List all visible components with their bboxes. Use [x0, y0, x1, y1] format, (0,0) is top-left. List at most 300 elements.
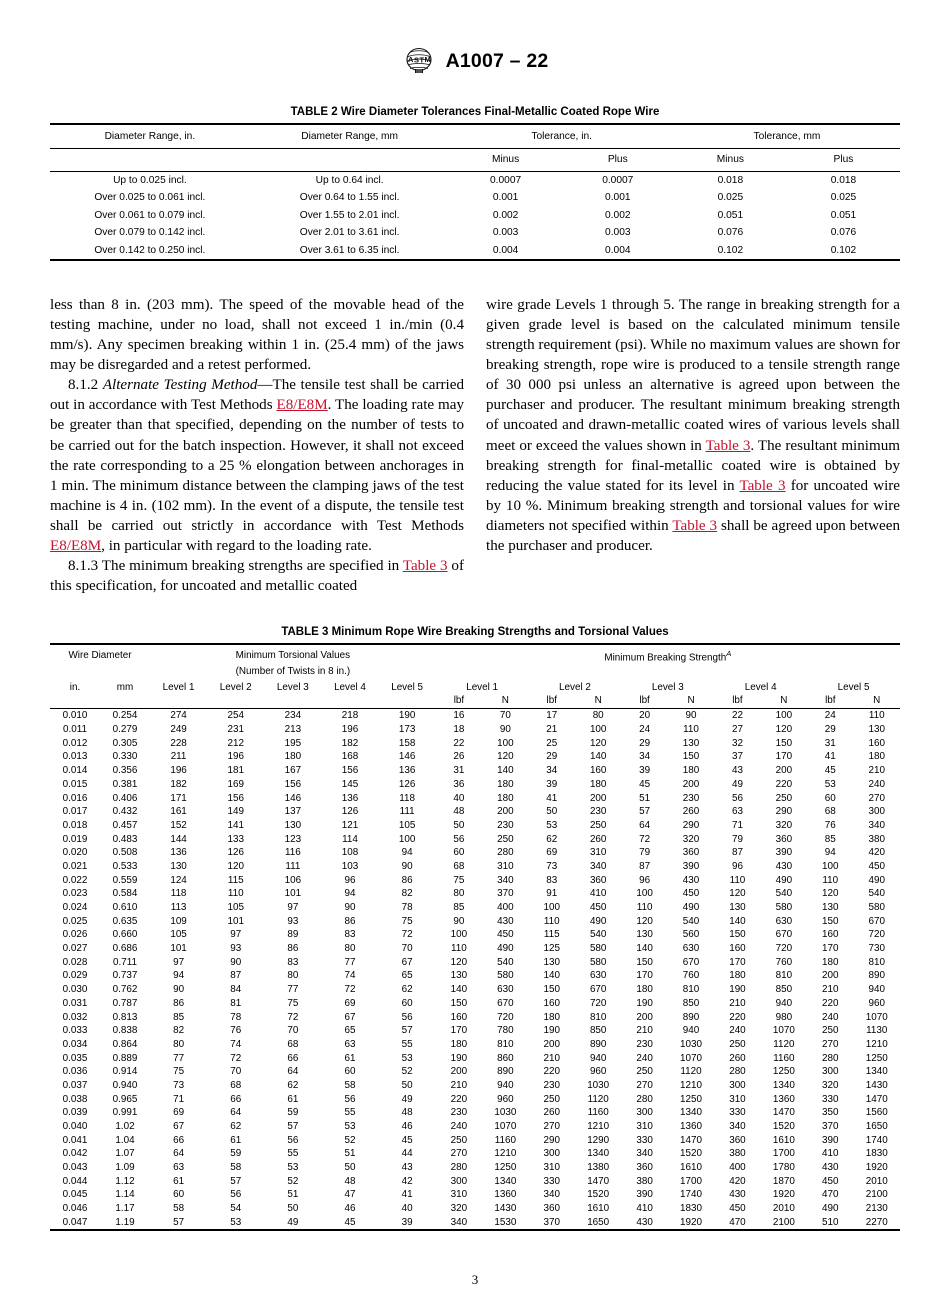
table-cell: 280 — [450, 1162, 468, 1174]
table-cell: 58 — [230, 1162, 242, 1174]
table-cell: 55 — [344, 1107, 356, 1119]
table-cell: 220 — [729, 1011, 746, 1023]
table-cell: 0.813 — [112, 1011, 138, 1023]
table-cell: 340 — [589, 860, 607, 872]
table-cell: 32 — [731, 737, 743, 749]
table-cell: 1340 — [587, 1148, 610, 1160]
table-cell: 1340 — [772, 1079, 795, 1091]
table-cell: 150 — [450, 997, 468, 1009]
table-cell: 240 — [450, 1121, 468, 1133]
clause-number-8-1-2: 8.1.2 — [68, 377, 99, 394]
table-cell: 560 — [682, 929, 700, 941]
th-blank-1 — [50, 149, 250, 172]
table-cell: 100 — [543, 902, 560, 914]
table-cell: 270 — [543, 1121, 560, 1133]
table-cell: 56 — [230, 1189, 242, 1201]
table-cell: 670 — [868, 915, 885, 927]
table-cell: 140 — [589, 751, 607, 763]
table-row — [50, 873, 900, 887]
table-cell: 115 — [543, 929, 560, 941]
table-cell: 120 — [497, 751, 514, 763]
table-cell: 81 — [230, 997, 242, 1009]
table-cell: 66 — [287, 1052, 299, 1064]
table-cell: 234 — [284, 710, 302, 722]
table-cell: 850 — [682, 997, 700, 1009]
table-cell: 0.029 — [62, 970, 88, 982]
link-table-3-left[interactable]: Table 3 — [402, 558, 448, 575]
table-cell: 0.034 — [62, 1038, 88, 1050]
table-cell: 60 — [824, 792, 836, 804]
document-page — [0, 38, 950, 1310]
table-cell: 180 — [284, 751, 302, 763]
table-cell: 126 — [398, 778, 416, 790]
table-cell: 760 — [775, 956, 793, 968]
table-2-body — [50, 172, 900, 260]
table-cell: 0.032 — [62, 1011, 88, 1023]
table-cell: 1530 — [494, 1216, 517, 1228]
table-cell: 67 — [344, 1011, 356, 1023]
clause-8-1-3-text-2: of this specification, for uncoated and metallic coated — [50, 558, 464, 595]
table-cell: 0.483 — [112, 833, 138, 845]
table-cell: 310 — [589, 847, 607, 859]
table-cell: 144 — [170, 833, 187, 845]
table-cell: 230 — [497, 819, 514, 831]
table-cell: 97 — [173, 956, 185, 968]
table-cell: 940 — [497, 1079, 514, 1091]
table-cell: 630 — [589, 970, 607, 982]
table-cell: 470 — [729, 1216, 746, 1228]
table-cell: 62 — [546, 833, 558, 845]
table-cell: 1700 — [680, 1175, 702, 1187]
table-cell: 46 — [401, 1121, 413, 1133]
th-unit-lbf: lbf — [825, 694, 836, 706]
table-cell: 100 — [636, 888, 653, 900]
th-unit-lbf: lbf — [453, 694, 465, 706]
table-row — [50, 1216, 900, 1231]
table-cell: 0.762 — [112, 984, 138, 996]
table-3-block — [50, 626, 900, 1231]
table-cell: 1430 — [494, 1203, 517, 1215]
table-cell: 580 — [868, 902, 885, 914]
table-cell: 82 — [401, 888, 413, 900]
table-cell: 43 — [731, 765, 743, 777]
th-unit-lbf: lbf — [546, 694, 557, 706]
table-2-block — [50, 106, 900, 261]
table-cell: 228 — [170, 737, 187, 749]
table-cell: 53 — [824, 778, 836, 790]
table-cell: 0.036 — [62, 1066, 88, 1078]
table-cell: 43 — [401, 1162, 413, 1174]
table-cell: 340 — [636, 1148, 653, 1160]
right-text-2: . The resultant minimum breaking strength for final-metallic coated wire is obtained by reducing the value stated for its level in — [486, 437, 901, 494]
table-cell: Over 0.64 to 1.55 incl. — [299, 192, 400, 204]
th-breaking-level-2: Level 2 — [559, 681, 591, 693]
table-cell: 65 — [344, 1025, 356, 1037]
table-cell: 51 — [344, 1148, 356, 1160]
table-cell: 0.024 — [62, 902, 88, 914]
table-cell: 320 — [682, 833, 700, 845]
table-cell: 580 — [589, 943, 607, 955]
link-table-3-right-1[interactable]: Table 3 — [705, 437, 751, 454]
table-cell: 200 — [636, 1011, 653, 1023]
table-cell: 1830 — [865, 1148, 888, 1160]
table-cell: 330 — [543, 1175, 560, 1187]
table-cell: 75 — [453, 874, 465, 886]
table-cell: 220 — [543, 1066, 560, 1078]
table-cell: 50 — [287, 1203, 299, 1215]
table-cell: 890 — [497, 1066, 514, 1078]
table-cell: 1030 — [587, 1079, 610, 1091]
table-3-head — [50, 644, 900, 708]
table-cell: 160 — [868, 737, 885, 749]
table-cell: 45 — [639, 778, 651, 790]
table-cell: 210 — [822, 984, 839, 996]
table-cell: 370 — [822, 1121, 839, 1133]
table-cell: 0.102 — [717, 244, 744, 256]
table-cell: 170 — [822, 943, 839, 955]
table-3-group-row-2 — [50, 665, 900, 679]
table-cell: 340 — [729, 1121, 746, 1133]
table-cell: 760 — [682, 970, 700, 982]
table-row — [50, 969, 900, 983]
table-cell: 156 — [284, 778, 302, 790]
table-cell: 80 — [287, 970, 299, 982]
table-cell: 630 — [682, 943, 700, 955]
table-cell: 110 — [543, 915, 560, 927]
table-cell: 430 — [497, 915, 514, 927]
table-cell: 60 — [173, 1189, 185, 1201]
table-cell: 670 — [775, 929, 793, 941]
table-cell: 420 — [729, 1175, 746, 1187]
paragraph-continued-right — [486, 295, 900, 556]
table-cell: 330 — [729, 1107, 746, 1119]
table-2-group-header-row — [50, 124, 900, 149]
table-2-head — [50, 124, 900, 172]
table-cell: 400 — [729, 1162, 746, 1174]
table-cell: 58 — [173, 1203, 185, 1215]
table-cell: 87 — [639, 860, 651, 872]
table-cell: 94 — [173, 970, 185, 982]
table-cell: 1210 — [865, 1038, 888, 1050]
th-unit-spacer-2 — [100, 694, 150, 709]
table-cell: 810 — [682, 984, 700, 996]
th-breaking-level-4: Level 4 — [744, 681, 777, 693]
table-cell: 670 — [589, 984, 607, 996]
table-cell: 59 — [230, 1148, 242, 1160]
table-cell: 63 — [731, 806, 743, 818]
table-cell: 17 — [546, 710, 558, 722]
table-row — [50, 1174, 900, 1188]
table-cell: 0.041 — [62, 1134, 88, 1146]
table-cell: 57 — [401, 1025, 413, 1037]
table-cell: 0.017 — [62, 806, 88, 818]
table-cell: 280 — [497, 847, 514, 859]
table-cell: 0.051 — [717, 209, 744, 221]
table-cell: 101 — [284, 888, 302, 900]
table-cell: 250 — [822, 1025, 839, 1037]
th-unit-n: N — [594, 694, 602, 706]
table-cell: 1250 — [494, 1162, 517, 1174]
table-cell: 450 — [497, 929, 514, 941]
table-cell: 720 — [589, 997, 607, 1009]
table-cell: 0.001 — [492, 192, 519, 204]
table-cell: 0.025 — [830, 192, 857, 204]
table-cell: 48 — [344, 1175, 356, 1187]
table-cell: 25 — [546, 737, 558, 749]
table-cell: 22 — [453, 737, 465, 749]
table-cell: 1210 — [587, 1121, 610, 1133]
table-cell: 86 — [344, 915, 356, 927]
table-cell: 196 — [341, 724, 359, 736]
table-cell: 40 — [453, 792, 465, 804]
table-cell: 0.037 — [62, 1079, 88, 1091]
table-cell: 0.027 — [62, 943, 88, 955]
table-cell: 0.047 — [62, 1216, 88, 1228]
table-cell: 540 — [497, 956, 514, 968]
table-cell: 48 — [401, 1107, 413, 1119]
table-cell: 76 — [230, 1025, 242, 1037]
table-cell: 100 — [398, 833, 416, 845]
table-cell: 180 — [636, 984, 653, 996]
table-cell: 106 — [284, 874, 302, 886]
table-cell: 53 — [546, 819, 558, 831]
table-cell: 200 — [497, 806, 514, 818]
table-cell: 22 — [731, 710, 743, 722]
table-cell: 86 — [173, 997, 185, 1009]
table-cell: 47 — [344, 1189, 356, 1201]
table-cell: 111 — [285, 860, 301, 872]
table-cell: 310 — [729, 1093, 746, 1105]
table-cell: 810 — [868, 956, 885, 968]
svg-text:M: M — [424, 55, 431, 64]
table-cell: 100 — [497, 737, 514, 749]
table-cell: 72 — [401, 929, 413, 941]
table-cell: 76 — [824, 819, 836, 831]
table-cell: 780 — [497, 1025, 514, 1037]
em-dash-1: — — [257, 377, 273, 394]
table-row — [50, 887, 900, 901]
table-cell: 540 — [682, 915, 700, 927]
table-cell: 212 — [227, 737, 244, 749]
table-cell: 79 — [639, 847, 651, 859]
table-cell: 320 — [822, 1079, 839, 1091]
table-cell: 146 — [284, 792, 302, 804]
table-cell: 0.003 — [605, 227, 631, 239]
table-cell: 1470 — [587, 1175, 610, 1187]
table-cell: 31 — [824, 737, 836, 749]
paragraph-8-1-3 — [50, 556, 464, 596]
table-cell: 0.686 — [112, 943, 138, 955]
table-cell: 115 — [227, 874, 244, 886]
table-cell: 110 — [868, 710, 885, 722]
table-cell: Over 0.142 to 0.250 incl. — [94, 244, 206, 256]
table-cell: 108 — [341, 847, 359, 859]
th-blank-2 — [250, 149, 450, 172]
table-cell: 180 — [589, 778, 607, 790]
table-cell: 180 — [822, 956, 839, 968]
table-cell: 360 — [589, 874, 607, 886]
table-cell: 0.031 — [62, 997, 88, 1009]
clause-8-1-2-text-1: The tensile test shall be carried out in accordance with Test Methods — [50, 377, 464, 414]
th-breaking-level-1: Level 1 — [466, 681, 499, 693]
table-cell: 39 — [401, 1216, 413, 1228]
table-cell: 105 — [227, 902, 244, 914]
table-cell: 1560 — [865, 1107, 888, 1119]
table-cell: 49 — [401, 1093, 413, 1105]
th-spacer-1 — [50, 665, 150, 679]
table-cell: 150 — [775, 737, 793, 749]
table-cell: 130 — [284, 819, 302, 831]
table-cell: 70 — [287, 1025, 299, 1037]
standard-designation: A1007 – 22 — [445, 49, 549, 72]
table-cell: 26 — [453, 751, 465, 763]
th-breaking-level-3: Level 3 — [651, 681, 684, 693]
table-cell: 170 — [775, 751, 793, 763]
table-cell: 960 — [589, 1066, 607, 1078]
table-cell: 160 — [543, 997, 560, 1009]
table-cell: 2130 — [865, 1203, 888, 1215]
table-cell: 0.019 — [62, 833, 88, 845]
table-cell: 940 — [775, 997, 793, 1009]
table-row — [50, 1133, 900, 1147]
table-cell: 1650 — [865, 1121, 888, 1133]
table-cell: 890 — [682, 1011, 700, 1023]
table-cell: 90 — [173, 984, 185, 996]
table-cell: 230 — [636, 1038, 653, 1050]
table-cell: 126 — [341, 806, 359, 818]
table-cell: 66 — [230, 1093, 242, 1105]
right-text-4: shall be agreed upon between the purchaser and producer. — [486, 517, 900, 554]
table-3-caption: TABLE 3 Minimum Rope Wire Breaking Strengths and Torsional Values — [281, 626, 669, 639]
table-cell: 0.033 — [62, 1025, 88, 1037]
table-cell: 71 — [173, 1093, 185, 1105]
table-row — [50, 1188, 900, 1202]
table-cell: 79 — [731, 833, 743, 845]
table-cell: 125 — [543, 943, 560, 955]
table-cell: 360 — [543, 1203, 560, 1215]
table-cell: 90 — [499, 724, 511, 736]
table-cell: 1360 — [772, 1093, 795, 1105]
table-cell: 490 — [589, 915, 607, 927]
table-cell: 63 — [344, 1038, 356, 1050]
table-cell: 120 — [636, 915, 653, 927]
table-cell: 55 — [287, 1148, 299, 1160]
table-cell: 65 — [401, 970, 413, 982]
table-cell: 130 — [868, 724, 885, 736]
table-cell: 1920 — [680, 1216, 702, 1228]
table-cell: 180 — [543, 1011, 560, 1023]
table-cell: 171 — [170, 792, 187, 804]
footnote-ref-a: A — [726, 649, 732, 659]
table-cell: 1030 — [494, 1107, 517, 1119]
th-breaking-level-5: Level 5 — [837, 681, 870, 693]
table-cell: 280 — [636, 1093, 653, 1105]
table-cell: 270 — [868, 792, 885, 804]
table-cell: 55 — [401, 1038, 413, 1050]
table-cell: 57 — [287, 1121, 299, 1133]
link-e8-e8m-2[interactable]: E8/E8M — [50, 538, 102, 554]
th-spacer-2 — [436, 665, 900, 679]
table-cell: 1360 — [680, 1121, 702, 1133]
link-e8-e8m-1[interactable]: E8/E8M — [276, 397, 328, 414]
table-cell: 72 — [230, 1052, 242, 1064]
table-cell: 890 — [589, 1038, 607, 1050]
table-cell: 103 — [341, 860, 359, 872]
table-cell: 340 — [868, 819, 885, 831]
table-cell: 77 — [344, 956, 356, 968]
table-cell: 240 — [636, 1052, 653, 1064]
th-unit-spacer-5 — [264, 694, 321, 709]
table-row — [50, 860, 900, 874]
table-row — [50, 172, 900, 190]
table-cell: 180 — [682, 765, 700, 777]
table-cell: 130 — [822, 902, 839, 914]
table-cell: 2010 — [865, 1175, 888, 1187]
table-cell: 18 — [453, 724, 465, 736]
table-cell: 69 — [173, 1107, 185, 1119]
table-cell: 940 — [589, 1052, 607, 1064]
th-breaking-strength-label: Minimum Breaking Strength — [604, 652, 727, 664]
table-cell: 1340 — [494, 1175, 517, 1187]
table-2-caption: TABLE 2 Wire Diameter Tolerances Final-Metallic Coated Rope Wire — [290, 106, 660, 118]
th-tol-in-plus: Plus — [607, 153, 628, 165]
table-cell: 0.012 — [62, 737, 88, 749]
table-cell: 64 — [173, 1148, 185, 1160]
table-cell: 140 — [497, 765, 514, 777]
table-cell: 1130 — [866, 1025, 888, 1037]
table-cell: 310 — [543, 1162, 560, 1174]
table-cell: 57 — [639, 806, 651, 818]
table-cell: 1470 — [680, 1134, 702, 1146]
link-table-3-right-3[interactable]: Table 3 — [672, 517, 718, 534]
table-cell: 170 — [636, 970, 653, 982]
link-table-3-right-2[interactable]: Table 3 — [739, 477, 786, 494]
clause-title-alternate-testing-method: Alternate Testing Method — [102, 377, 258, 394]
page-number: 3 — [471, 1272, 479, 1287]
table-cell: 300 — [729, 1079, 746, 1091]
table-cell: 720 — [868, 929, 885, 941]
table-cell: 80 — [173, 1038, 185, 1050]
table-row — [50, 1065, 900, 1079]
table-cell: 2010 — [772, 1203, 795, 1215]
table-cell: 540 — [589, 929, 607, 941]
table-cell: 56 — [731, 792, 743, 804]
table-cell: 720 — [497, 1011, 514, 1023]
table-cell: 120 — [775, 724, 793, 736]
table-cell: 340 — [450, 1216, 468, 1228]
table-cell: 210 — [868, 765, 885, 777]
table-cell: 300 — [822, 1066, 839, 1078]
table-cell: 1250 — [680, 1093, 702, 1105]
table-cell: 170 — [450, 1025, 468, 1037]
table-cell: 0.381 — [112, 778, 138, 790]
table-cell: 182 — [170, 778, 187, 790]
table-cell: 450 — [822, 1175, 839, 1187]
table-cell: 0.046 — [62, 1203, 88, 1215]
table-cell: 0.020 — [62, 847, 88, 859]
table-cell: 0.004 — [605, 244, 631, 256]
table-cell: 290 — [775, 806, 793, 818]
table-cell: 37 — [731, 751, 743, 763]
table-cell: 72 — [287, 1011, 299, 1023]
th-torsional-level-2: Level 2 — [219, 681, 252, 693]
clause-8-1-2-text-2: . The loading rate may be greater than that specified, depending on the number of tests to be carried out for the batch inspection. However, it shall not exceed the rate corresponding to a 25 % elongation between anchorages in 1 min. The minimum distance between the clamping jaws of the test machine is 4 in. (102 mm). In the event of a dispute, the tensile test shall be carried out strictly in accordance with Test Methods — [50, 397, 464, 534]
table-cell: 84 — [230, 984, 242, 996]
table-cell: 0.021 — [62, 860, 88, 872]
table-cell: 200 — [589, 792, 607, 804]
table-cell: 200 — [775, 765, 793, 777]
table-cell: 150 — [729, 929, 746, 941]
